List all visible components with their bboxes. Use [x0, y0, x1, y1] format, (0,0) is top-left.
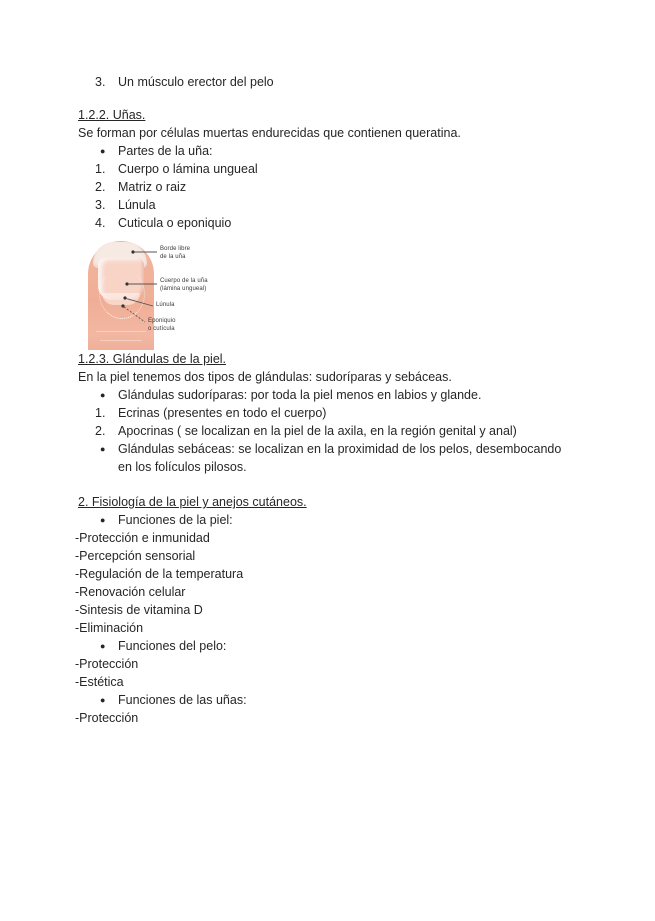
list-item-text: Lúnula — [118, 198, 156, 212]
list-item-number: 3. — [95, 198, 106, 212]
list-item — [0, 73, 655, 91]
bullet-item-continuation: en los folículos pilosos. — [118, 460, 247, 474]
bullet-item — [0, 386, 655, 404]
bullet-item — [0, 637, 655, 655]
pointer-dot — [123, 296, 126, 299]
figure-label-text: de la uña — [160, 253, 186, 260]
list-item — [0, 214, 655, 232]
list-item-text: Un músculo erector del pelo — [118, 75, 274, 89]
section-heading-glandulas: 1.2.3. Glándulas de la piel. — [78, 352, 227, 366]
figure-label-lunula — [156, 302, 175, 310]
bullet-item-text: Glándulas sudoríparas: por toda la piel menos en labios y glande. — [118, 388, 482, 402]
dash-item: -Protección e inmunidad — [75, 531, 210, 545]
bullet-item — [0, 142, 655, 160]
bullet-item — [0, 511, 655, 529]
list-item-text: Ecrinas (presentes en todo el cuerpo) — [118, 406, 327, 420]
dash-item: -Eliminación — [75, 621, 144, 635]
dash-item: -Regulación de la temperatura — [75, 567, 244, 581]
paragraph: En la piel tenemos dos tipos de glándulas: sudoríparas y sebáceas. — [78, 370, 452, 384]
dash-item: -Percepción sensorial — [75, 549, 196, 563]
dash-item: -Estética — [75, 675, 124, 689]
dash-item: -Protección — [75, 711, 139, 725]
figure-label-text: Borde libre — [160, 246, 191, 252]
bullet-icon: ● — [100, 695, 106, 705]
list-item-number: 1. — [95, 162, 106, 176]
dash-item: -Renovación celular — [75, 585, 186, 599]
figure-label-text: (lámina ungueal) — [160, 285, 207, 292]
figure-label-nail-body — [160, 278, 208, 293]
figure-label-free-edge — [160, 246, 190, 261]
bullet-icon: ● — [100, 641, 106, 651]
dash-item: -Sintesis de vitamina D — [75, 603, 203, 617]
list-item-text: Matriz o raiz — [118, 180, 187, 194]
bullet-icon: ● — [100, 146, 106, 156]
list-item-text: Cuerpo o lámina ungueal — [118, 162, 258, 176]
figure-label-text: Lúnula — [156, 302, 175, 308]
bullet-icon: ● — [100, 515, 106, 525]
section-heading-unas: 1.2.2. Uñas. — [78, 108, 146, 122]
list-item — [0, 196, 655, 214]
bullet-item — [0, 691, 655, 709]
list-item — [0, 160, 655, 178]
bullet-item-text: Funciones de la piel: — [118, 513, 233, 527]
bullet-item-text: Partes de la uña: — [118, 144, 213, 158]
leader-line-dashed — [124, 307, 145, 322]
list-item — [0, 422, 655, 440]
bullet-item — [0, 440, 655, 458]
bullet-icon: ● — [100, 444, 106, 454]
list-item — [0, 404, 655, 422]
list-item-number: 1. — [95, 406, 106, 420]
document-page — [0, 73, 655, 921]
section-heading-fisiologia: 2. Fisiología de la piel y anejos cutáneos. — [78, 495, 307, 509]
bullet-item-text: Glándulas sebáceas: se localizan en la proximidad de los pelos, desembocando — [118, 442, 562, 456]
list-item-number: 2. — [95, 180, 106, 194]
bullet-icon: ● — [100, 390, 106, 400]
figure-label-text: o cutícula — [148, 325, 175, 332]
bullet-item-text: Funciones de las uñas: — [118, 693, 247, 707]
dash-item: -Protección — [75, 657, 139, 671]
list-item — [0, 178, 655, 196]
list-item-number: 2. — [95, 424, 106, 438]
figure-label-text: Cuerpo de la uña — [160, 278, 208, 284]
figure-label-eponychium — [148, 318, 176, 333]
list-item-text: Cuticula o eponiquio — [118, 216, 232, 230]
list-item-text: Apocrinas ( se localizan en la piel de la axila, en la región genital y anal) — [118, 424, 517, 438]
paragraph: Se forman por células muertas endurecidas que contienen queratina. — [78, 126, 461, 140]
bullet-item-text: Funciones del pelo: — [118, 639, 227, 653]
list-item-number: 3. — [95, 75, 106, 89]
list-item-number: 4. — [95, 216, 106, 230]
leader-line — [126, 299, 153, 307]
figure-label-text: Eponiquio — [148, 318, 176, 324]
nail-anatomy-diagram — [85, 238, 255, 350]
